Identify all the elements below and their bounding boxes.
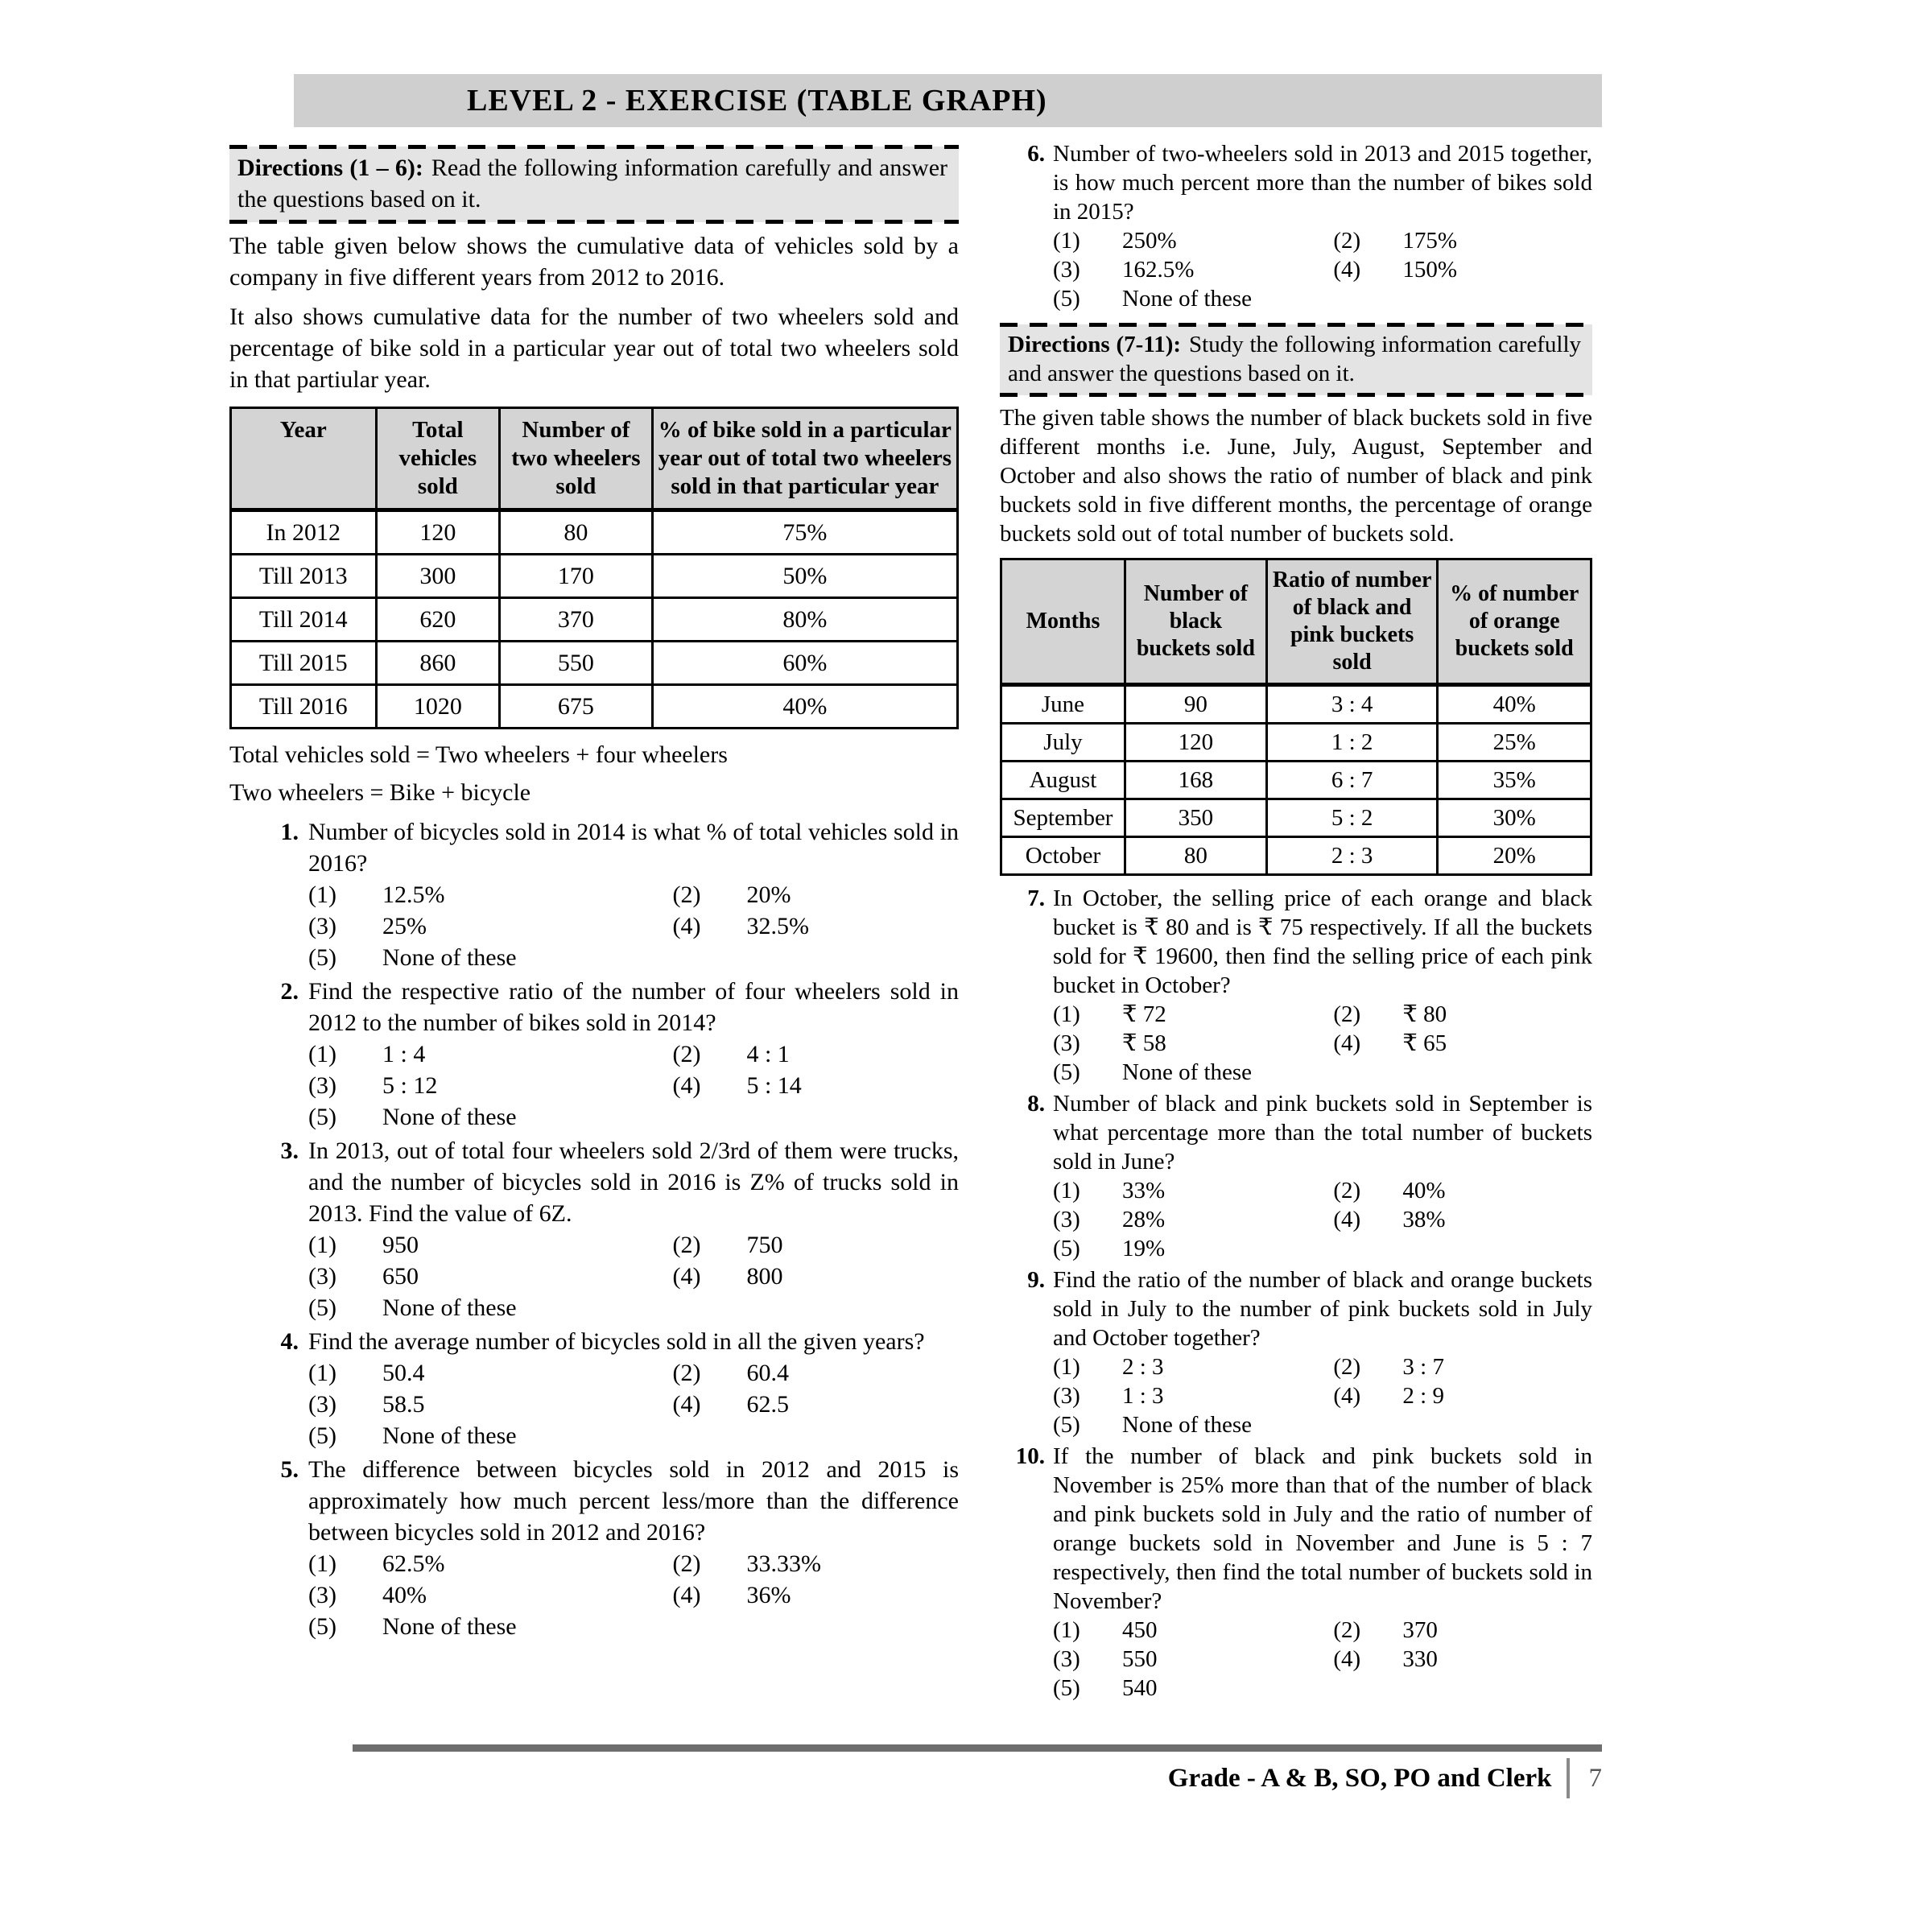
question-text: Number of bicycles sold in 2014 is what % of total vehicles sold in 2016?	[308, 819, 959, 877]
options-grid	[1053, 1176, 1592, 1263]
option-label: (1)	[1053, 1354, 1080, 1380]
table-cell: 350	[1125, 799, 1266, 837]
option	[1053, 1381, 1333, 1410]
option	[672, 1038, 959, 1070]
question-item	[1000, 1265, 1592, 1439]
table-cell: 75%	[652, 510, 957, 555]
table-cell: 168	[1125, 762, 1266, 799]
option	[1053, 1674, 1333, 1703]
option	[672, 1229, 959, 1261]
option-value: 650	[382, 1263, 419, 1290]
table-cell: September	[1001, 799, 1125, 837]
option-value: ₹ 80	[1402, 1001, 1447, 1027]
question-item	[229, 1454, 959, 1642]
option-label: (4)	[1333, 1207, 1361, 1232]
option	[308, 1579, 672, 1611]
table-row	[1001, 685, 1591, 724]
left-column	[229, 147, 959, 1642]
option	[1053, 1058, 1333, 1087]
question-body	[308, 1454, 959, 1642]
question-text: If the number of black and pink buckets sold in November is 25% more than that of the number of black and pink buckets sold in July and the ratio of number of orange buckets sold in November and June is 5 : 7 respectively, then find the total number of buckets sold in November?	[1053, 1443, 1592, 1614]
option	[1053, 1616, 1333, 1645]
question-number: 3.	[280, 1137, 299, 1164]
option-label: (3)	[308, 1263, 336, 1290]
table-cell: 80	[500, 510, 653, 555]
option	[1333, 1029, 1592, 1058]
directions-label: Directions (1 – 6):	[237, 155, 423, 181]
question-number: 6.	[1027, 141, 1045, 167]
option	[1053, 226, 1333, 255]
option-value: 5 : 14	[746, 1072, 802, 1099]
table-row	[231, 510, 958, 555]
table-cell: 300	[376, 555, 500, 598]
question-body	[308, 1326, 959, 1451]
question-item	[229, 1135, 959, 1323]
table-cell: 550	[500, 642, 653, 685]
table-cell: 25%	[1438, 724, 1591, 762]
question-text: Find the average number of bicycles sold in all the given years?	[308, 1328, 925, 1355]
option	[1333, 255, 1592, 284]
option-label: (1)	[308, 1041, 336, 1067]
footer-text: Grade - A & B, SO, PO and Clerk	[1167, 1764, 1552, 1793]
option-value: 58.5	[382, 1391, 425, 1418]
options-grid	[1053, 1616, 1592, 1703]
option-value: 150%	[1402, 257, 1458, 283]
option	[1053, 1000, 1333, 1029]
right-column	[1000, 137, 1592, 1703]
question-item	[229, 816, 959, 973]
table-cell: 3 : 4	[1266, 685, 1438, 724]
option	[1333, 1645, 1592, 1674]
option	[308, 1261, 672, 1292]
option-label: (4)	[1333, 257, 1361, 283]
option-label: (3)	[1053, 1030, 1080, 1056]
option-label: (4)	[672, 1072, 701, 1099]
option	[308, 1389, 672, 1420]
table-cell: 40%	[1438, 685, 1591, 724]
table-cell: In 2012	[231, 510, 377, 555]
option	[308, 879, 672, 910]
question-text: In 2013, out of total four wheelers sold 2/3rd of them were trucks, and the number of bicycles sold in 2016 is Z% of trucks sold in 2013. Find the value of 6Z.	[308, 1137, 959, 1227]
option-value: 5 : 12	[382, 1072, 438, 1099]
option-label: (1)	[308, 1550, 336, 1577]
question-number: 5.	[280, 1456, 299, 1483]
table-row	[231, 555, 958, 598]
option-value: None of these	[382, 944, 517, 971]
directions-text: Read the following information carefully and answer the questions based on it.	[237, 155, 947, 213]
table-cell: June	[1001, 685, 1125, 724]
question-number: 1.	[280, 819, 299, 845]
option-label: (2)	[672, 1232, 701, 1258]
question-body	[1053, 1089, 1592, 1263]
option	[1053, 1176, 1333, 1205]
table-cell: July	[1001, 724, 1125, 762]
option-label: (5)	[1053, 1236, 1080, 1261]
option	[1053, 284, 1333, 313]
question-number: 2.	[280, 978, 299, 1005]
table-header-cell: % of bike sold in a particular year out of total two wheelers sold in that particular year	[652, 408, 957, 510]
question-body	[1053, 884, 1592, 1087]
table-note: Total vehicles sold = Two wheelers + four wheelers	[229, 741, 728, 768]
table-cell: 20%	[1438, 837, 1591, 875]
option-label: (5)	[308, 1104, 336, 1130]
option-label: (5)	[1053, 286, 1080, 312]
option-value: 20%	[746, 881, 791, 908]
question-body	[1053, 1442, 1592, 1703]
page-title: LEVEL 2 - EXERCISE (TABLE GRAPH)	[294, 74, 1602, 127]
option	[308, 1420, 672, 1451]
option-label: (3)	[1053, 1207, 1080, 1232]
option-label: (1)	[1053, 228, 1080, 254]
table-cell: 1 : 2	[1266, 724, 1438, 762]
table-cell: 50%	[652, 555, 957, 598]
table-cell: 860	[376, 642, 500, 685]
option	[672, 1070, 959, 1101]
option	[308, 942, 672, 973]
option	[672, 1261, 959, 1292]
table-row	[231, 642, 958, 685]
option	[1053, 1029, 1333, 1058]
option-value: 2 : 3	[1122, 1354, 1164, 1380]
option	[308, 1229, 672, 1261]
option-label: (2)	[1333, 1001, 1361, 1027]
option-value: 60.4	[746, 1360, 789, 1386]
options-grid	[308, 1229, 959, 1323]
question-number: 4.	[280, 1328, 299, 1355]
option	[1333, 1176, 1592, 1205]
directions-label: Directions (7-11):	[1008, 332, 1182, 357]
question-text: Find the ratio of the number of black and orange buckets sold in July to the number of pink buckets sold in July and October together?	[1053, 1267, 1592, 1351]
option-label: (2)	[672, 1041, 701, 1067]
options-grid	[308, 1038, 959, 1133]
table-row	[231, 685, 958, 729]
table-cell: August	[1001, 762, 1125, 799]
table-cell: Till 2014	[231, 598, 377, 642]
question-number: 7.	[1027, 886, 1045, 911]
option	[672, 1389, 959, 1420]
option	[1333, 226, 1592, 255]
option	[308, 910, 672, 942]
table-cell: Till 2013	[231, 555, 377, 598]
question-item	[229, 1326, 959, 1451]
intro-paragraph: The table given below shows the cumulative data of vehicles sold by a company in five different years from 2012 to 2016.	[229, 233, 959, 291]
option	[308, 1292, 672, 1323]
option-label: (2)	[1333, 1178, 1361, 1203]
directions-box-1-6	[229, 147, 959, 222]
options-grid	[308, 1357, 959, 1451]
option-label: (5)	[1053, 1059, 1080, 1085]
option-value: 12.5%	[382, 881, 445, 908]
option-label: (3)	[308, 1072, 336, 1099]
option-label: (3)	[308, 1391, 336, 1418]
table-cell: 120	[376, 510, 500, 555]
table-cell: 40%	[652, 685, 957, 729]
option-value: 50.4	[382, 1360, 425, 1386]
option-value: 950	[382, 1232, 419, 1258]
table-cell: 60%	[652, 642, 957, 685]
table-cell: 1020	[376, 685, 500, 729]
option	[308, 1101, 672, 1133]
table-header-cell: Months	[1001, 559, 1125, 685]
options-grid	[308, 879, 959, 973]
table-cell: 35%	[1438, 762, 1591, 799]
directions-text: Study the following information carefully and answer the questions based on it.	[1008, 332, 1581, 386]
option-label: (5)	[308, 944, 336, 971]
question-text: Number of two-wheelers sold in 2013 and 2015 together, is how much percent more than the number of bikes sold in 2015?	[1053, 141, 1592, 225]
table-row	[1001, 762, 1591, 799]
footer-rule	[353, 1744, 1602, 1752]
table-cell: 6 : 7	[1266, 762, 1438, 799]
option	[1053, 255, 1333, 284]
buckets-table	[1000, 558, 1592, 876]
option-label: (3)	[1053, 1646, 1080, 1672]
option-value: 750	[746, 1232, 783, 1258]
option-value: 38%	[1402, 1207, 1446, 1232]
question-item	[1000, 884, 1592, 1087]
option	[308, 1357, 672, 1389]
option-value: 330	[1402, 1646, 1438, 1672]
option-value: None of these	[1122, 1412, 1253, 1438]
question-item	[1000, 1089, 1592, 1263]
option-label: (4)	[1333, 1030, 1361, 1056]
table-header-cell: Ratio of number of black and pink buckets sold	[1266, 559, 1438, 685]
option	[1333, 1000, 1592, 1029]
options-grid	[1053, 1352, 1592, 1439]
question-number: 9.	[1027, 1267, 1045, 1293]
option-label: (5)	[308, 1294, 336, 1321]
option-value: 1 : 4	[382, 1041, 426, 1067]
option	[672, 1548, 959, 1579]
option	[308, 1548, 672, 1579]
option-value: 550	[1122, 1646, 1158, 1672]
option-value: 33%	[1122, 1178, 1166, 1203]
table-cell: 370	[500, 598, 653, 642]
option-value: 175%	[1402, 228, 1458, 254]
option-value: 19%	[1122, 1236, 1166, 1261]
option-label: (5)	[308, 1613, 336, 1640]
option-label: (3)	[308, 1582, 336, 1608]
option-label: (2)	[1333, 228, 1361, 254]
table-cell: 120	[1125, 724, 1266, 762]
table-cell: 80	[1125, 837, 1266, 875]
option	[672, 1357, 959, 1389]
option-value: ₹ 58	[1122, 1030, 1166, 1056]
table-cell: 170	[500, 555, 653, 598]
option-value: 3 : 7	[1402, 1354, 1444, 1380]
option-value: None of these	[382, 1294, 517, 1321]
table-cell: Till 2016	[231, 685, 377, 729]
option-label: (3)	[1053, 1383, 1080, 1409]
directions-box-7-11	[1000, 324, 1592, 395]
options-grid	[308, 1548, 959, 1642]
option-label: (4)	[672, 1391, 701, 1418]
option	[308, 1070, 672, 1101]
option-label: (2)	[1333, 1354, 1361, 1380]
option-value: 40%	[1402, 1178, 1446, 1203]
option-value: ₹ 65	[1402, 1030, 1447, 1056]
option	[308, 1611, 672, 1642]
table-note: Two wheelers = Bike + bicycle	[229, 779, 531, 806]
table-cell: 30%	[1438, 799, 1591, 837]
options-grid	[1053, 226, 1592, 313]
option-label: (4)	[1333, 1646, 1361, 1672]
option-value: 1 : 3	[1122, 1383, 1164, 1409]
option	[1333, 1381, 1592, 1410]
question-body	[308, 816, 959, 973]
table-header-cell: % of number of orange buckets sold	[1438, 559, 1591, 685]
option	[1053, 1352, 1333, 1381]
option	[1053, 1234, 1333, 1263]
table-cell: 675	[500, 685, 653, 729]
option-value: 370	[1402, 1617, 1438, 1643]
intro-paragraph: The given table shows the number of black buckets sold in five different months i.e. June, July, August, September and October and also shows the ratio of number of black and pink buckets sold in five different months, the percentage of orange buckets sold out of total number of buckets sold.	[1000, 405, 1592, 547]
option-label: (2)	[672, 881, 701, 908]
question-text: Number of black and pink buckets sold in September is what percentage more than the total number of buckets sold in June?	[1053, 1091, 1592, 1174]
option-label: (2)	[1333, 1617, 1361, 1643]
footer	[353, 1758, 1602, 1798]
question-list-1-5	[229, 816, 959, 1642]
option-value: 33.33%	[746, 1550, 821, 1577]
table-header-cell: Year	[231, 408, 377, 510]
footer-page-number: 7	[1567, 1758, 1603, 1798]
option-value: 28%	[1122, 1207, 1166, 1232]
question-text: Find the respective ratio of the number of four wheelers sold in 2012 to the number of bikes sold in 2014?	[308, 978, 959, 1036]
table-row	[231, 598, 958, 642]
intro-paragraph: It also shows cumulative data for the number of two wheelers sold and percentage of bike sold in a particular year out of total two wheelers sold in that partiular year.	[229, 303, 959, 393]
table-header-cell: Number of two wheelers sold	[500, 408, 653, 510]
option-label: (1)	[308, 1232, 336, 1258]
question-body	[1053, 139, 1592, 313]
table-header-cell: Number of black buckets sold	[1125, 559, 1266, 685]
question-text: The difference between bicycles sold in 2012 and 2015 is approximately how much percent less/more than the difference between bicycles sold in 2012 and 2016?	[308, 1456, 959, 1546]
option	[1053, 1410, 1333, 1439]
question-body	[308, 976, 959, 1133]
option	[1333, 1352, 1592, 1381]
option	[672, 879, 959, 910]
question-body	[1053, 1265, 1592, 1439]
option-value: 25%	[382, 913, 427, 939]
option-label: (1)	[308, 881, 336, 908]
question-number: 8.	[1027, 1091, 1045, 1117]
table-cell: October	[1001, 837, 1125, 875]
question-text: In October, the selling price of each orange and black bucket is ₹ 80 and is ₹ 75 respectively. If all the buckets sold for ₹ 19600, then find the selling price of each pink bucket in October?	[1053, 886, 1592, 998]
question-item	[1000, 139, 1592, 313]
table-cell: 620	[376, 598, 500, 642]
option-label: (1)	[1053, 1617, 1080, 1643]
option-value: None of these	[1122, 286, 1253, 312]
options-grid	[1053, 1000, 1592, 1087]
option-value: None of these	[382, 1613, 517, 1640]
question-body	[308, 1135, 959, 1323]
option-label: (4)	[1333, 1383, 1361, 1409]
option	[1053, 1645, 1333, 1674]
table-header-row	[1001, 559, 1591, 685]
option	[672, 910, 959, 942]
question-list-7-10	[1000, 884, 1592, 1703]
option-label: (2)	[672, 1360, 701, 1386]
option-value: 450	[1122, 1617, 1158, 1643]
option-label: (4)	[672, 1263, 701, 1290]
table-row	[1001, 799, 1591, 837]
option-value: 2 : 9	[1402, 1383, 1444, 1409]
option-label: (5)	[308, 1422, 336, 1449]
option-value: 540	[1122, 1675, 1158, 1701]
option-label: (3)	[1053, 257, 1080, 283]
table-cell: 2 : 3	[1266, 837, 1438, 875]
option-value: None of these	[1122, 1059, 1253, 1085]
option	[1333, 1616, 1592, 1645]
option	[1053, 1205, 1333, 1234]
option-value: ₹ 72	[1122, 1001, 1166, 1027]
option	[308, 1038, 672, 1070]
option-value: 40%	[382, 1582, 427, 1608]
option	[1333, 1205, 1592, 1234]
table-cell: Till 2015	[231, 642, 377, 685]
question-item	[229, 976, 959, 1133]
option-label: (4)	[672, 913, 701, 939]
table-cell: 80%	[652, 598, 957, 642]
option-label: (1)	[308, 1360, 336, 1386]
option-value: 62.5%	[382, 1550, 445, 1577]
option-value: 62.5	[746, 1391, 789, 1418]
option-value: 32.5%	[746, 913, 809, 939]
vehicles-table	[229, 407, 959, 729]
option-value: None of these	[382, 1422, 517, 1449]
option-label: (1)	[1053, 1001, 1080, 1027]
table-cell: 5 : 2	[1266, 799, 1438, 837]
table-cell: 90	[1125, 685, 1266, 724]
question-number: 10.	[1015, 1443, 1045, 1469]
option-label: (1)	[1053, 1178, 1080, 1203]
option-label: (4)	[672, 1582, 701, 1608]
question-list-6	[1000, 139, 1592, 313]
option	[672, 1579, 959, 1611]
option-label: (3)	[308, 913, 336, 939]
table-header-row	[231, 408, 958, 510]
table-header-cell: Total vehicles sold	[376, 408, 500, 510]
option-label: (2)	[672, 1550, 701, 1577]
option-label: (5)	[1053, 1675, 1080, 1701]
table-row	[1001, 724, 1591, 762]
option-value: None of these	[382, 1104, 517, 1130]
question-item	[1000, 1442, 1592, 1703]
option-value: 800	[746, 1263, 783, 1290]
option-value: 4 : 1	[746, 1041, 790, 1067]
option-label: (5)	[1053, 1412, 1080, 1438]
option-value: 250%	[1122, 228, 1177, 254]
option-value: 36%	[746, 1582, 791, 1608]
option-value: 162.5%	[1122, 257, 1195, 283]
table-row	[1001, 837, 1591, 875]
